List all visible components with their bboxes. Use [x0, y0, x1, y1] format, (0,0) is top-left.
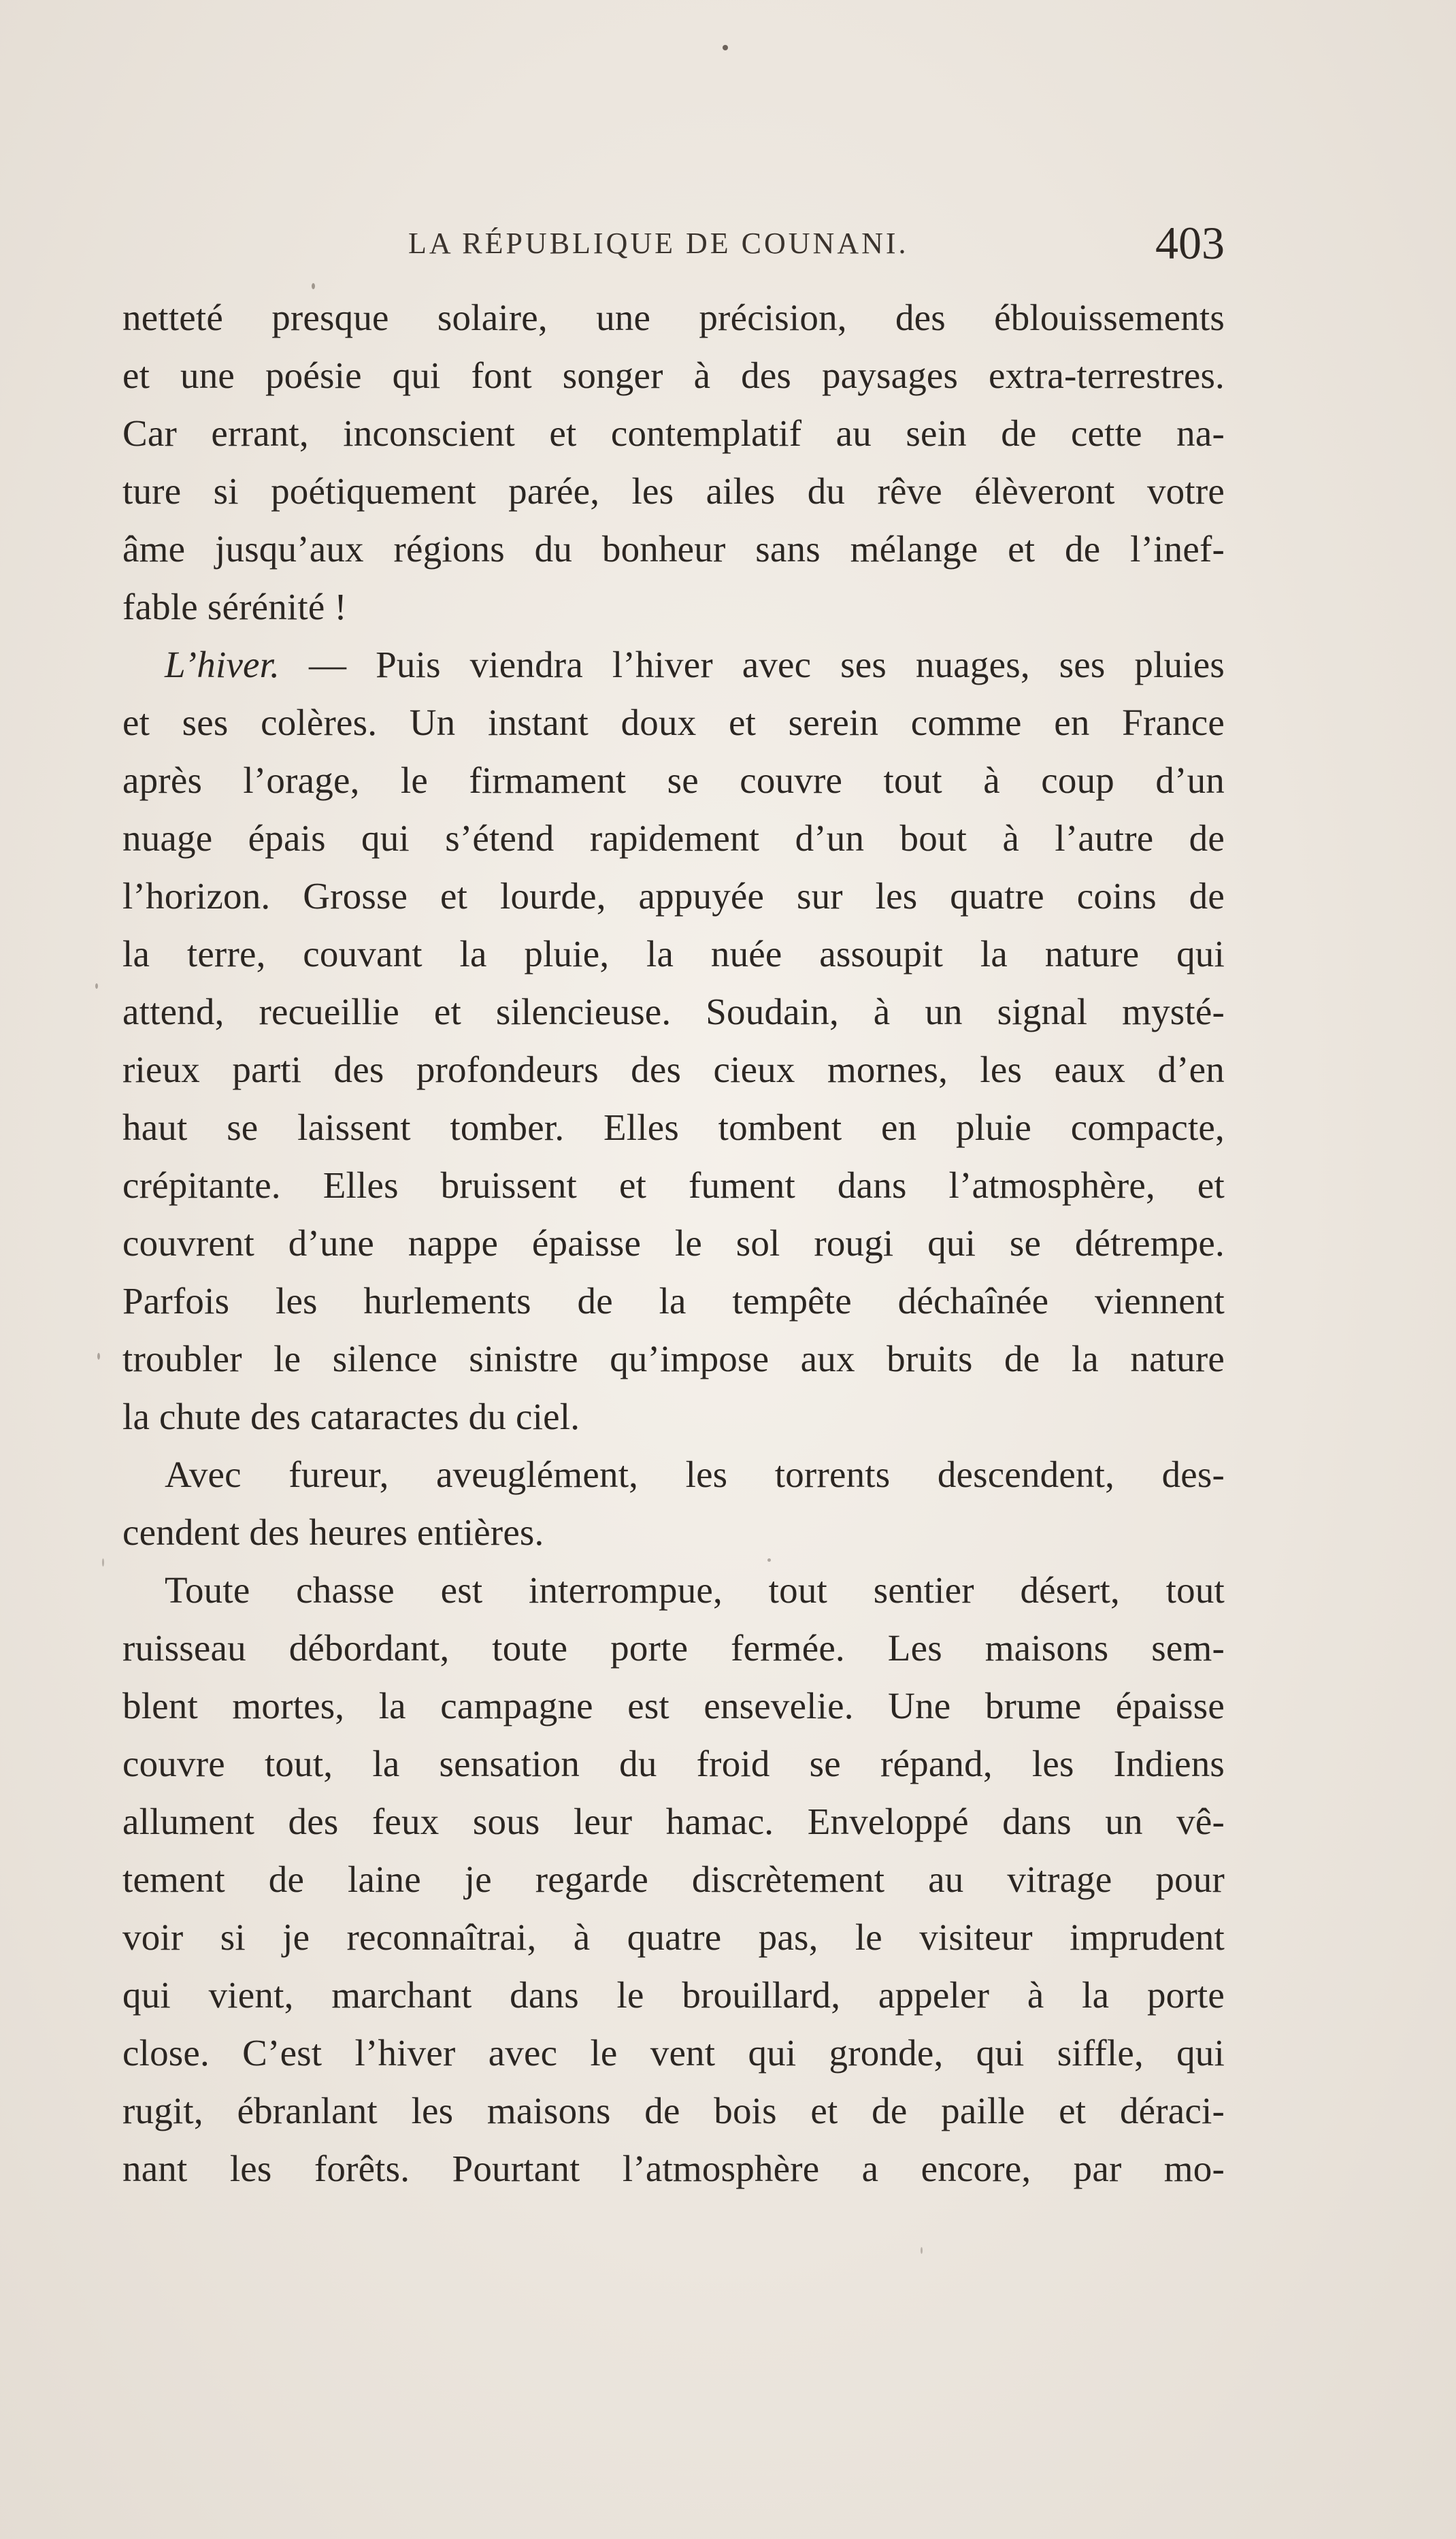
text-line: attend, recueillie et silencieuse. Soudain, à un signal mysté-	[122, 991, 1225, 1032]
text-line: netteté presque solaire, une précision, des éblouissements	[122, 297, 1225, 338]
text-line: allument des feux sous leur hamac. Enveloppé dans un vê-	[122, 1801, 1225, 1842]
text-line: Avec fureur, aveuglément, les torrents descendent, des-	[165, 1454, 1225, 1495]
text-line: Parfois les hurlements de la tempête déchaînée viennent	[122, 1280, 1225, 1322]
page-number: 403	[1155, 217, 1225, 269]
text-line: la chute des cataractes du ciel.	[122, 1396, 580, 1437]
text-line: close. C’est l’hiver avec le vent qui gronde, qui siffle, qui	[122, 2032, 1225, 2074]
text-line: troubler le silence sinistre qu’impose aux bruits de la nature	[122, 1338, 1225, 1379]
section-label-winter: L’hiver.	[165, 644, 280, 685]
paper-speck	[95, 983, 98, 989]
text-line: couvrent d’une nappe épaisse le sol rougi qui se détrempe.	[122, 1222, 1225, 1264]
text-line: après l’orage, le firmament se couvre tout à coup d’un	[122, 759, 1225, 801]
text-line: blent mortes, la campagne est ensevelie. Une brume épaisse	[122, 1685, 1225, 1726]
text-line: haut se laissent tomber. Elles tombent en pluie compacte,	[122, 1107, 1225, 1148]
text-fragment: — Puis viendra l’hiver avec ses nuages, ses pluies	[280, 644, 1225, 685]
text-line: l’horizon. Grosse et lourde, appuyée sur les quatre coins de	[122, 875, 1225, 917]
text-line: tement de laine je regarde discrètement au vitrage pour	[122, 1858, 1225, 1900]
paper-speck	[97, 1353, 100, 1360]
text-line	[122, 636, 1225, 693]
text-line: cendent des heures entières.	[122, 1511, 544, 1553]
text-line: la terre, couvant la pluie, la nuée assoupit la nature qui	[122, 933, 1225, 974]
paper-speck	[102, 1558, 104, 1567]
body-text	[122, 289, 1225, 2197]
text-line: voir si je reconnaîtrai, à quatre pas, le visiteur imprudent	[122, 1916, 1225, 1958]
text-line: rieux parti des profondeurs des cieux mornes, les eaux d’en	[122, 1049, 1225, 1090]
text-line: nant les forêts. Pourtant l’atmosphère a encore, par mo-	[122, 2148, 1225, 2189]
text-line: Car errant, inconscient et contemplatif au sein de cette na-	[122, 412, 1225, 454]
text-line: fable sérénité !	[122, 586, 347, 627]
text-line: Toute chasse est interrompue, tout sentier désert, tout	[165, 1569, 1225, 1611]
paper-speck	[312, 283, 315, 289]
text-line: et une poésie qui font songer à des paysages extra-terrestres.	[122, 355, 1225, 396]
text-line: crépitante. Elles bruissent et fument dans l’atmosphère, et	[122, 1164, 1225, 1206]
paper-speck	[723, 45, 728, 50]
text-line: couvre tout, la sensation du froid se répand, les Indiens	[122, 1743, 1225, 1784]
paper-speck	[921, 2247, 923, 2254]
running-title: LA RÉPUBLIQUE DE COUNANI.	[408, 227, 909, 260]
paper-speck	[767, 1558, 771, 1562]
text-line: nuage épais qui s’étend rapidement d’un bout à l’autre de	[122, 817, 1225, 859]
text-line: qui vient, marchant dans le brouillard, appeler à la porte	[122, 1974, 1225, 2016]
text-line: ture si poétiquement parée, les ailes du rêve élèveront votre	[122, 470, 1225, 512]
running-head	[122, 216, 1225, 271]
text-line: ruisseau débordant, toute porte fermée. Les maisons sem-	[122, 1627, 1225, 1669]
text-line: âme jusqu’aux régions du bonheur sans mélange et de l’inef-	[122, 528, 1225, 570]
text-line: et ses colères. Un instant doux et serein comme en France	[122, 702, 1225, 743]
text-line: rugit, ébranlant les maisons de bois et de paille et déraci-	[122, 2090, 1225, 2131]
